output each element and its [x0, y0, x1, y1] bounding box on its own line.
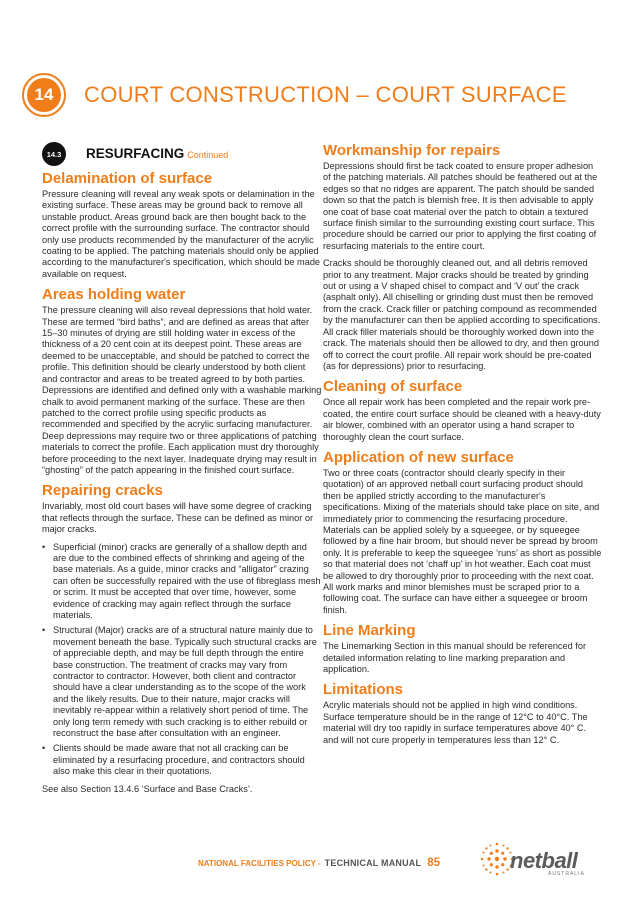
chapter-title: COURT CONSTRUCTION – COURT SURFACE	[84, 82, 567, 107]
list-item: • Clients should be made aware that not all cracking can be eliminated by a resurfacing procedure, and contractors should also make this clear in their quotations.	[42, 743, 322, 777]
paragraph-delamination: Pressure cleaning will reveal any weak spots or delamination in the existing surface. These areas may be ground back to remove all unstable product. Areas ground back are then bought back to the correct profile with the surrounding surface. The contractor should only use products recommended by the manufacturer of the acrylic coating to be applied. The patching materials should only be applied according to the manufacturer's specification, which should be made available on request.	[42, 189, 321, 279]
heading-workmanship: Workmanship for repairs	[323, 142, 501, 159]
section-title	[86, 146, 228, 161]
see-also-note: See also Section 13.4.6 ‘Surface and Base Cracks’.	[42, 783, 253, 794]
cracks-bullet-list	[42, 542, 322, 778]
left-column	[42, 170, 322, 801]
paragraph-line-marking: The Linemarking Section in this manual should be referenced for detailed information relating to line marking preparation and application.	[323, 641, 587, 675]
section-continued-label: Continued	[187, 150, 229, 160]
heading-line-marking: Line Marking	[323, 622, 416, 640]
footer-policy: NATIONAL FACILITIES POLICY -	[198, 859, 321, 868]
paragraph-application: Two or three coats (contractor should clearly specify in their quotation) of an approved netball court surfacing product should then be applied strictly according to the manufacturer's specifications. Mixing of the materials should take place on site, and immediately prior to commencing the resurfacing procedure. Materials can be applied solely by a squeegee, or by squeegee followed by a fine hair broom, but should never be spread by broom only. It is preferable to keep the squeegee ‘runs’ as short as possible so that material does not ‘chaff up’ in hot weather. Each coat must be allowed to dry thoroughly prior to proceeding with the next coat. All work marks and minor blemishes must be scraped prior to a following coat. The surface can have either a squeegee or broom finish.	[323, 467, 602, 615]
footer-manual: TECHNICAL MANUAL	[324, 858, 422, 868]
logo-subtitle: AUSTRALIA	[548, 871, 585, 877]
logo-wordmark: netball	[510, 848, 578, 873]
right-column	[323, 142, 603, 752]
heading-areas-holding-water: Areas holding water	[42, 286, 186, 304]
paragraph-workmanship-2: Cracks should be thoroughly cleaned out, and all debris removed prior to any treatment. Major cracks should be treated by grinding out or using a V shaped chisel to compact and ‘V out’ the crack (asphalt only). All chiselling or grinding dust must then be removed from the crack. Crack filler or patching compound as recommended by the manufacturer can then be applied according to specifications. All crack filler materials should be thoroughly worked down into the crack. The materials should then be allowed to dry, and then ground off to correct the court profile. All repair work should be pre-coated (as for depressions) prior to resurfacing.	[323, 258, 601, 371]
paragraph-cleaning: Once all repair work has been completed and the repair work pre-coated, the entire court surface should be cleaned with a heavy-duty air blower, combined with an operator using a hand scraper to thoroughly clean the court surface.	[323, 397, 601, 442]
section-number-badge: 14.3	[42, 142, 66, 166]
paragraph-areas-holding-water: The pressure cleaning will also reveal depressions that hold water. These are termed “bird baths”, and are defined as areas that after 15–30 minutes of drying are still holding water in excess of the thickness of a 20 cent coin at its deepest point. These areas are deemed to be unacceptable, and should be patched to correct the profile. This definition should be clearly understood by both client and contractor and areas to be treated agreed to by both parties. Depressions are identified and defined only with a washable marking chalk to avoid permanent marking of the surface. These are then patched to the correct profile using specific products as recommended and specified by the acrylic surfacing manufacturer. Deep depressions may require two or three applications of patching materials to correct the profile. Each application must dry thoroughly before proceeding to the next layer. Inadequate drying may result in “ghosting” of the patch appearing in the finished court surface.	[42, 305, 322, 475]
page-footer	[198, 857, 440, 873]
heading-cleaning: Cleaning of surface	[323, 378, 463, 396]
section-title-text: RESURFACING	[86, 146, 185, 161]
chapter-header	[22, 70, 622, 120]
chapter-number: 14	[27, 78, 61, 112]
heading-repairing-cracks: Repairing cracks	[42, 482, 163, 500]
chapter-number-badge	[22, 73, 66, 117]
heading-limitations: Limitations	[323, 681, 404, 699]
heading-application: Application of new surface	[323, 448, 514, 466]
list-item: • Structural (Major) cracks are of a structural nature mainly due to movement beneath the base. Typically such structural cracks are of appreciable depth, and may be full depth through the entire base construction. The treatment of cracks may vary from contractor to contractor. However, both client and contractor should have a clear understanding as to the scope of the work and the likely results. Due to their nature, major cracks will inevitably re-appear within a relatively short period of time. The only long term remedy with such cracking is to either rebuild or reconstruct the base after consultation with an engineer.	[42, 625, 322, 739]
paragraph-workmanship-1: Depressions should first be tack coated to ensure proper adhesion of the patching materials. All patches should be feathered out at the edges so that no ridges are apparent. The patch should be sanded down so that the patch is blemish free. It is then advisable to apply one coat of base coat material over the patch to obtain a textured surface finish similar to the surrounding existing court surface. This procedure should be carried our prior to applying the first coating of resurfacing materials to the entire court.	[323, 161, 598, 251]
paragraph-repairing-cracks: Invariably, most old court bases will have some degree of cracking that reflects through the surface. These can be defined as minor or major cracks.	[42, 501, 314, 535]
heading-delamination: Delamination of surface	[42, 170, 213, 187]
list-item: • Superficial (minor) cracks are generally of a shallow depth and are due to the combined effects of shrinking and ageing of the base materials. As a guide, minor cracks and “alligator” crazing can often be successfully repaired with the use of fibreglass mesh or scrim. It must be accepted that over time, however, some evidence of cracking may again reflect through the surface materials.	[42, 542, 322, 622]
paragraph-limitations: Acrylic materials should not be applied in high wind conditions. Surface temperature should be in the range of 12°C to 40°C. The material will dry too rapidly in surface temperatures above 40° C. and will not cure properly in temperatures less than 12° C.	[323, 700, 588, 745]
section-header	[42, 142, 302, 166]
page-number: 85	[427, 857, 440, 869]
netball-logo	[478, 840, 588, 880]
